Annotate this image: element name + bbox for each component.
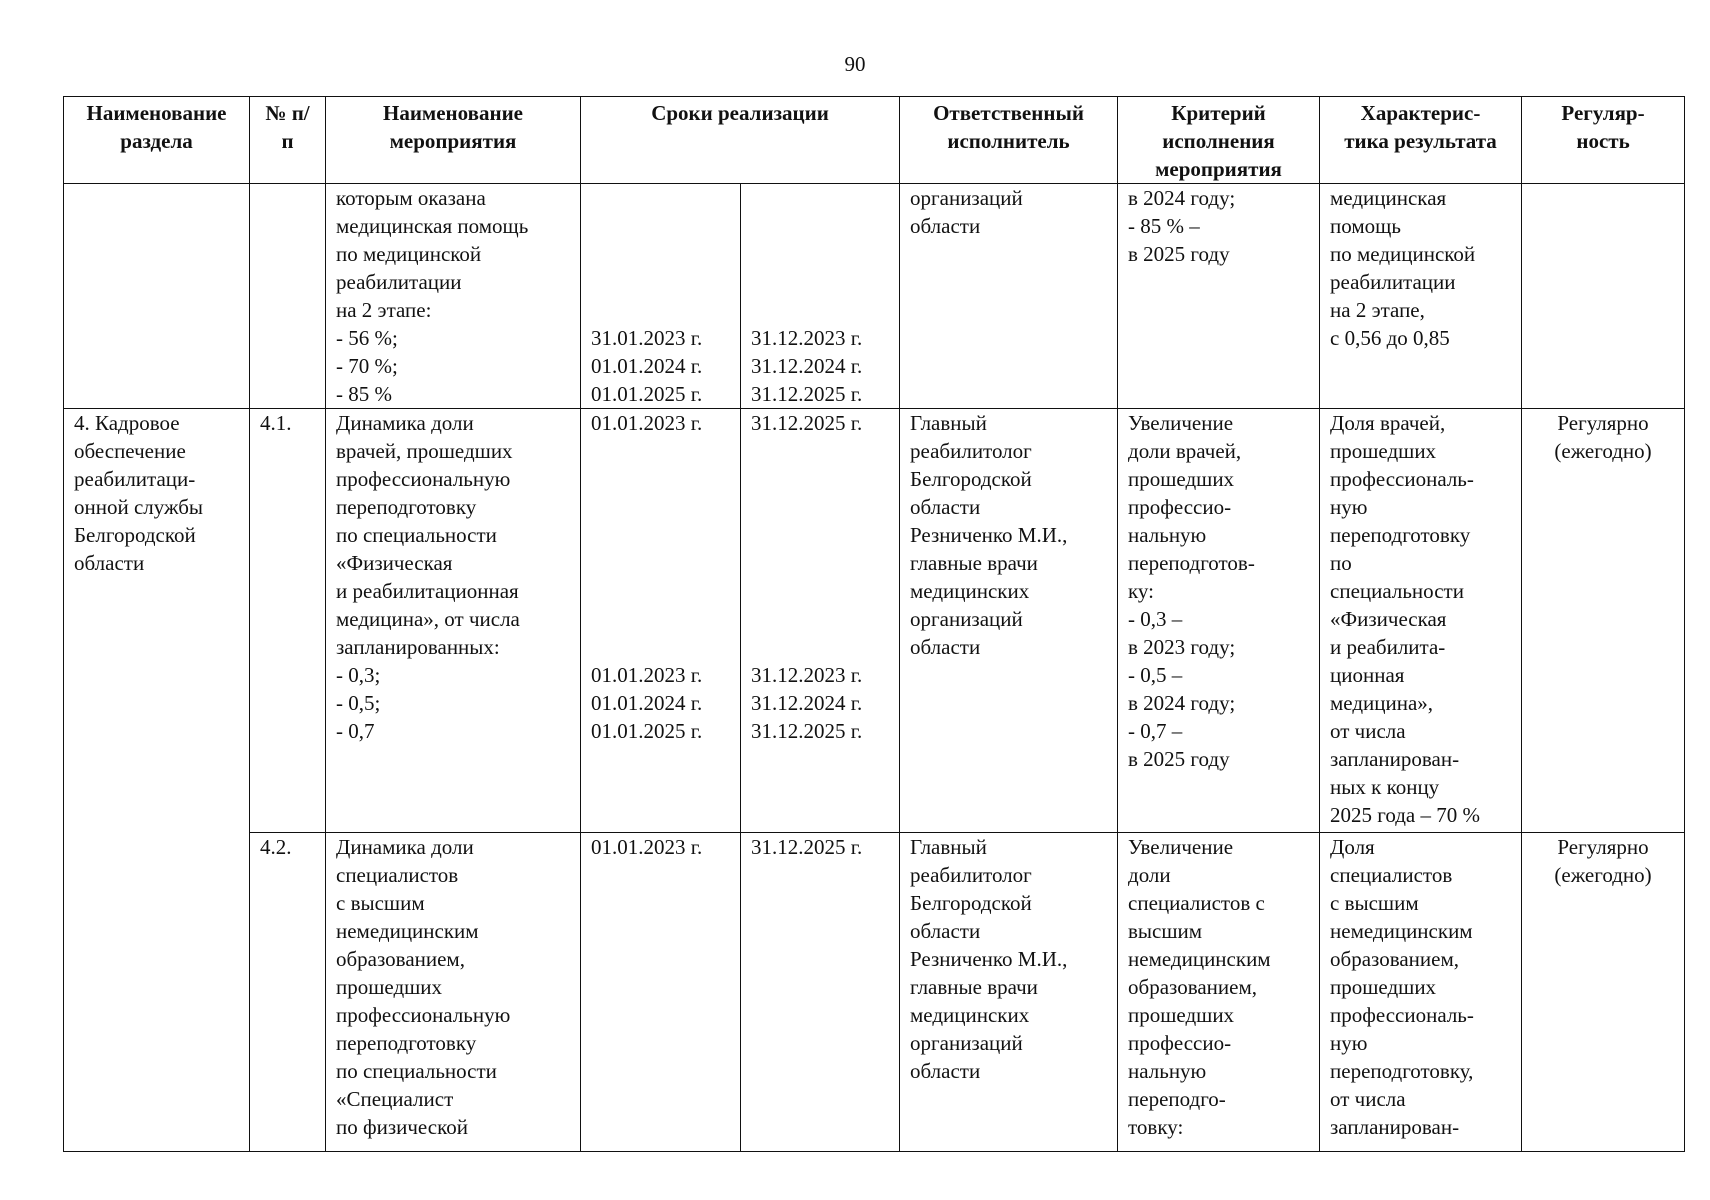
table-row	[64, 833, 1685, 1152]
cell-num	[250, 184, 326, 409]
cell-criterion: Увеличение доли специалистов с высшим немедицинским образованием, прошедших профессио- нальную переподго- товку:	[1118, 833, 1320, 1152]
header-responsible: Ответственный исполнитель	[900, 97, 1118, 184]
header-num: № п/п	[250, 97, 326, 184]
cell-event: Динамика доли специалистов с высшим немедицинским образованием, прошедших профессиональную переподготовку по специальности «Специалист по физической	[326, 833, 581, 1152]
cell-end-date: 31.12.2023 г. 31.12.2024 г. 31.12.2025 г.	[741, 184, 900, 409]
header-regularity: Регуляр- ность	[1522, 97, 1685, 184]
cell-num: 4.1.	[250, 409, 326, 833]
cell-responsible: организаций области	[900, 184, 1118, 409]
cell-regularity: Регулярно (ежегодно)	[1522, 409, 1685, 833]
cell-result: Доля врачей, прошедших профессиональ- ную переподготовку по специальности «Физическая и реабилита- ционная медицина», от числа запланирован- ных к концу 2025 года – 70 %	[1320, 409, 1522, 833]
cell-regularity	[1522, 184, 1685, 409]
cell-start-date: 01.01.2023 г. 01.01.2023 г. 01.01.2024 г. 01.01.2025 г.	[581, 409, 741, 833]
cell-criterion: Увеличение доли врачей, прошедших профессио- нальную переподготов- ку: - 0,3 – в 2023 году; - 0,5 – в 2024 году; - 0,7 – в 2025 году	[1118, 409, 1320, 833]
cell-event: Динамика доли врачей, прошедших профессиональную переподготовку по специальности «Физическая и реабилитационная медицина», от числа запланированных: - 0,3; - 0,5; - 0,7	[326, 409, 581, 833]
header-row	[64, 97, 1685, 184]
header-section: Наименование раздела	[64, 97, 250, 184]
cell-section	[64, 184, 250, 409]
cell-result: Доля специалистов с высшим немедицинским образованием, прошедших профессиональ- ную переподготовку, от числа запланирован-	[1320, 833, 1522, 1152]
cell-criterion: в 2024 году; - 85 % – в 2025 году	[1118, 184, 1320, 409]
header-result: Характерис- тика результата	[1320, 97, 1522, 184]
table-row	[64, 409, 1685, 833]
page-number: 90	[844, 52, 866, 76]
cell-responsible: Главный реабилитолог Белгородской области Резниченко М.И., главные врачи медицинских организаций области	[900, 833, 1118, 1152]
cell-end-date: 31.12.2025 г. 31.12.2023 г. 31.12.2024 г. 31.12.2025 г.	[741, 409, 900, 833]
cell-responsible: Главный реабилитолог Белгородской области Резниченко М.И., главные врачи медицинских организаций области	[900, 409, 1118, 833]
cell-result: медицинская помощь по медицинской реабилитации на 2 этапе, с 0,56 до 0,85	[1320, 184, 1522, 409]
cell-start-date: 01.01.2023 г.	[581, 833, 741, 1152]
cell-event: которым оказана медицинская помощь по медицинской реабилитации на 2 этапе: - 56 %; - 70 %; - 85 %	[326, 184, 581, 409]
header-criterion: Критерий исполнения мероприятия	[1118, 97, 1320, 184]
header-terms: Сроки реализации	[581, 97, 900, 184]
measures-table	[63, 96, 1685, 1152]
cell-num: 4.2.	[250, 833, 326, 1152]
cell-start-date: 31.01.2023 г. 01.01.2024 г. 01.01.2025 г.	[581, 184, 741, 409]
table-row	[64, 184, 1685, 409]
cell-section: 4. Кадровое обеспечение реабилитаци-онной службы Белгородской области	[64, 409, 250, 1152]
cell-regularity: Регулярно (ежегодно)	[1522, 833, 1685, 1152]
cell-end-date: 31.12.2025 г.	[741, 833, 900, 1152]
header-event: Наименование мероприятия	[326, 97, 581, 184]
